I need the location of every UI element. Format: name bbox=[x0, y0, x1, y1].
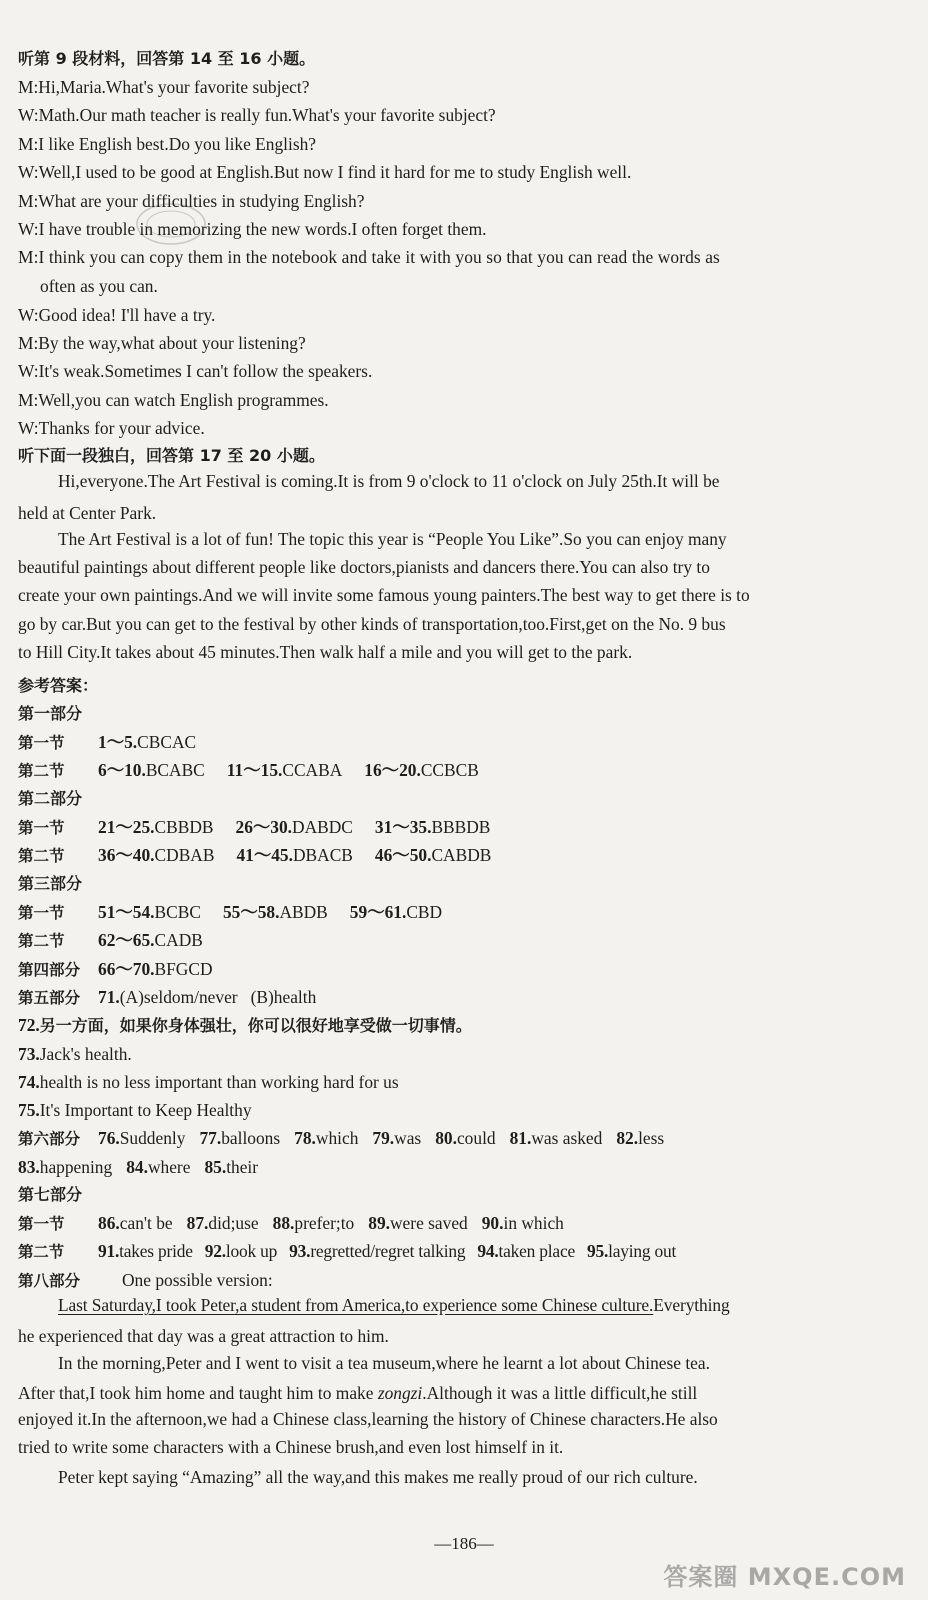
answer-row-p2s1: 第一节 21～25.CBBDB 26～30.DABDC 31～35.BBBDB bbox=[18, 817, 491, 837]
answer-row-part4: 第四部分 66～70.BFGCD bbox=[18, 959, 213, 979]
monologue-line: held at Center Park. bbox=[18, 503, 157, 523]
dialogue-line: W:I have trouble in memorizing the new words.I often forget them. bbox=[18, 219, 487, 239]
dialogue-line: W:It's weak.Sometimes I can't follow the speakers. bbox=[18, 361, 373, 381]
section-label: 第一节 bbox=[18, 734, 65, 752]
answer-74: 74.health is no less important than working hard for us bbox=[18, 1072, 399, 1092]
answer-75: 75.It's Important to Keep Healthy bbox=[18, 1100, 252, 1120]
section-heading-9: 听第 9 段材料，回答第 14 至 16 小题。 bbox=[18, 49, 316, 68]
monologue-line: create your own paintings.And we will invite some famous young painters.The best way to get there is to bbox=[18, 585, 750, 605]
monologue-line: beautiful paintings about different people like doctors,pianists and dancers there.You can also try to bbox=[18, 557, 710, 577]
dialogue-line: M:What are your difficulties in studying English? bbox=[18, 191, 365, 211]
answer-row-p7s1: 第一节 86.can't be 87.did;use 88.prefer;to 89.were saved 90.in which bbox=[18, 1213, 564, 1233]
answer-row-part5: 第五部分 71.(A)seldom/never (B)health bbox=[18, 987, 317, 1007]
essay-line: enjoyed it.In the afternoon,we had a Chinese class,learning the history of Chinese characters.He also bbox=[18, 1409, 718, 1429]
part3-heading: 第三部分 bbox=[18, 874, 83, 893]
dialogue-line: M:Hi,Maria.What's your favorite subject? bbox=[18, 77, 310, 97]
dialogue-line: W:Math.Our math teacher is really fun.What's your favorite subject? bbox=[18, 105, 496, 125]
dialogue-line: W:Thanks for your advice. bbox=[18, 418, 205, 438]
part2-heading: 第二部分 bbox=[18, 789, 83, 808]
answer-row-p2s2: 第二节 36～40.CDBAB 41～45.DBACB 46～50.CABDB bbox=[18, 845, 492, 865]
answers-title: 参考答案： bbox=[18, 676, 99, 695]
page-number: —186— bbox=[434, 1534, 494, 1553]
monologue-line: go by car.But you can get to the festival by other kinds of transportation,too.First,get on the No. 9 bus bbox=[18, 614, 726, 634]
answer-row-part6-1: 第六部分 76.Suddenly 77.balloons 78.which 79.was 80.could 81.was asked 82.less bbox=[18, 1128, 665, 1148]
answer-72: 72.另一方面，如果你身体强壮，你可以很好地享受做一切事情。 bbox=[18, 1015, 472, 1035]
part1-heading: 第一部分 bbox=[18, 704, 83, 723]
dialogue-line: often as you can. bbox=[40, 276, 158, 296]
essay-line-1: Last Saturday,I took Peter,a student from America,to experience some Chinese culture.Everything bbox=[58, 1295, 730, 1315]
answer-row-p1s1: 第一节 1～5.CBCAC bbox=[18, 732, 197, 752]
dialogue-line: M:Well,you can watch English programmes. bbox=[18, 390, 329, 410]
monologue-line: The Art Festival is a lot of fun! The topic this year is “People You Like”.So you can enjoy many bbox=[58, 529, 727, 549]
essay-line: tried to write some characters with a Chinese brush,and even lost himself in it. bbox=[18, 1437, 564, 1457]
dialogue-line: M:I think you can copy them in the notebook and take it with you so that you can read the words as bbox=[18, 247, 720, 267]
watermark-logo: 答案圈 MXQE.COM bbox=[663, 1563, 906, 1591]
dialogue-line: M:I like English best.Do you like English? bbox=[18, 134, 317, 154]
answer-row-p1s2: 第二节 6～10.BCABC 11～15.CCABA 16～20.CCBCB bbox=[18, 760, 479, 780]
part8-row: 第八部分 One possible version: bbox=[18, 1270, 273, 1290]
essay-line: Peter kept saying “Amazing” all the way,and this makes me really proud of our rich culture. bbox=[58, 1467, 698, 1487]
essay-line: After that,I took him home and taught him to make zongzi.Although it was a little difficult,he still bbox=[18, 1383, 698, 1403]
answer-row-p3s1: 第一节 51～54.BCBC 55～58.ABDB 59～61.CBD bbox=[18, 902, 443, 922]
answer-row-p3s2: 第二节 62～65.CADB bbox=[18, 930, 203, 950]
answer-73: 73.Jack's health. bbox=[18, 1044, 132, 1064]
essay-topic-sentence: Last Saturday,I took Peter,a student from America,to experience some Chinese culture. bbox=[58, 1295, 654, 1315]
monologue-line: Hi,everyone.The Art Festival is coming.It is from 9 o'clock to 11 o'clock on July 25th.It will be bbox=[58, 471, 720, 491]
dialogue-line: W:Well,I used to be good at English.But now I find it hard for me to study English well. bbox=[18, 162, 632, 182]
answer-row-part6-2: 83.happening 84.where 85.their bbox=[18, 1157, 259, 1177]
answer-row-p7s2: 第二节 91.takes pride 92.look up 93.regretted/regret talking 94.taken place 95.laying out bbox=[18, 1241, 677, 1261]
essay-line: In the morning,Peter and I went to visit a tea museum,where he learnt a lot about Chinese tea. bbox=[58, 1353, 710, 1373]
dialogue-line: M:By the way,what about your listening? bbox=[18, 333, 306, 353]
section-heading-monologue: 听下面一段独白，回答第 17 至 20 小题。 bbox=[18, 446, 325, 465]
dialogue-line: W:Good idea! I'll have a try. bbox=[18, 305, 216, 325]
essay-line: he experienced that day was a great attraction to him. bbox=[18, 1326, 389, 1346]
monologue-line: to Hill City.It takes about 45 minutes.Then walk half a mile and you will get to the park. bbox=[18, 642, 633, 662]
part7-heading: 第七部分 bbox=[18, 1185, 83, 1204]
